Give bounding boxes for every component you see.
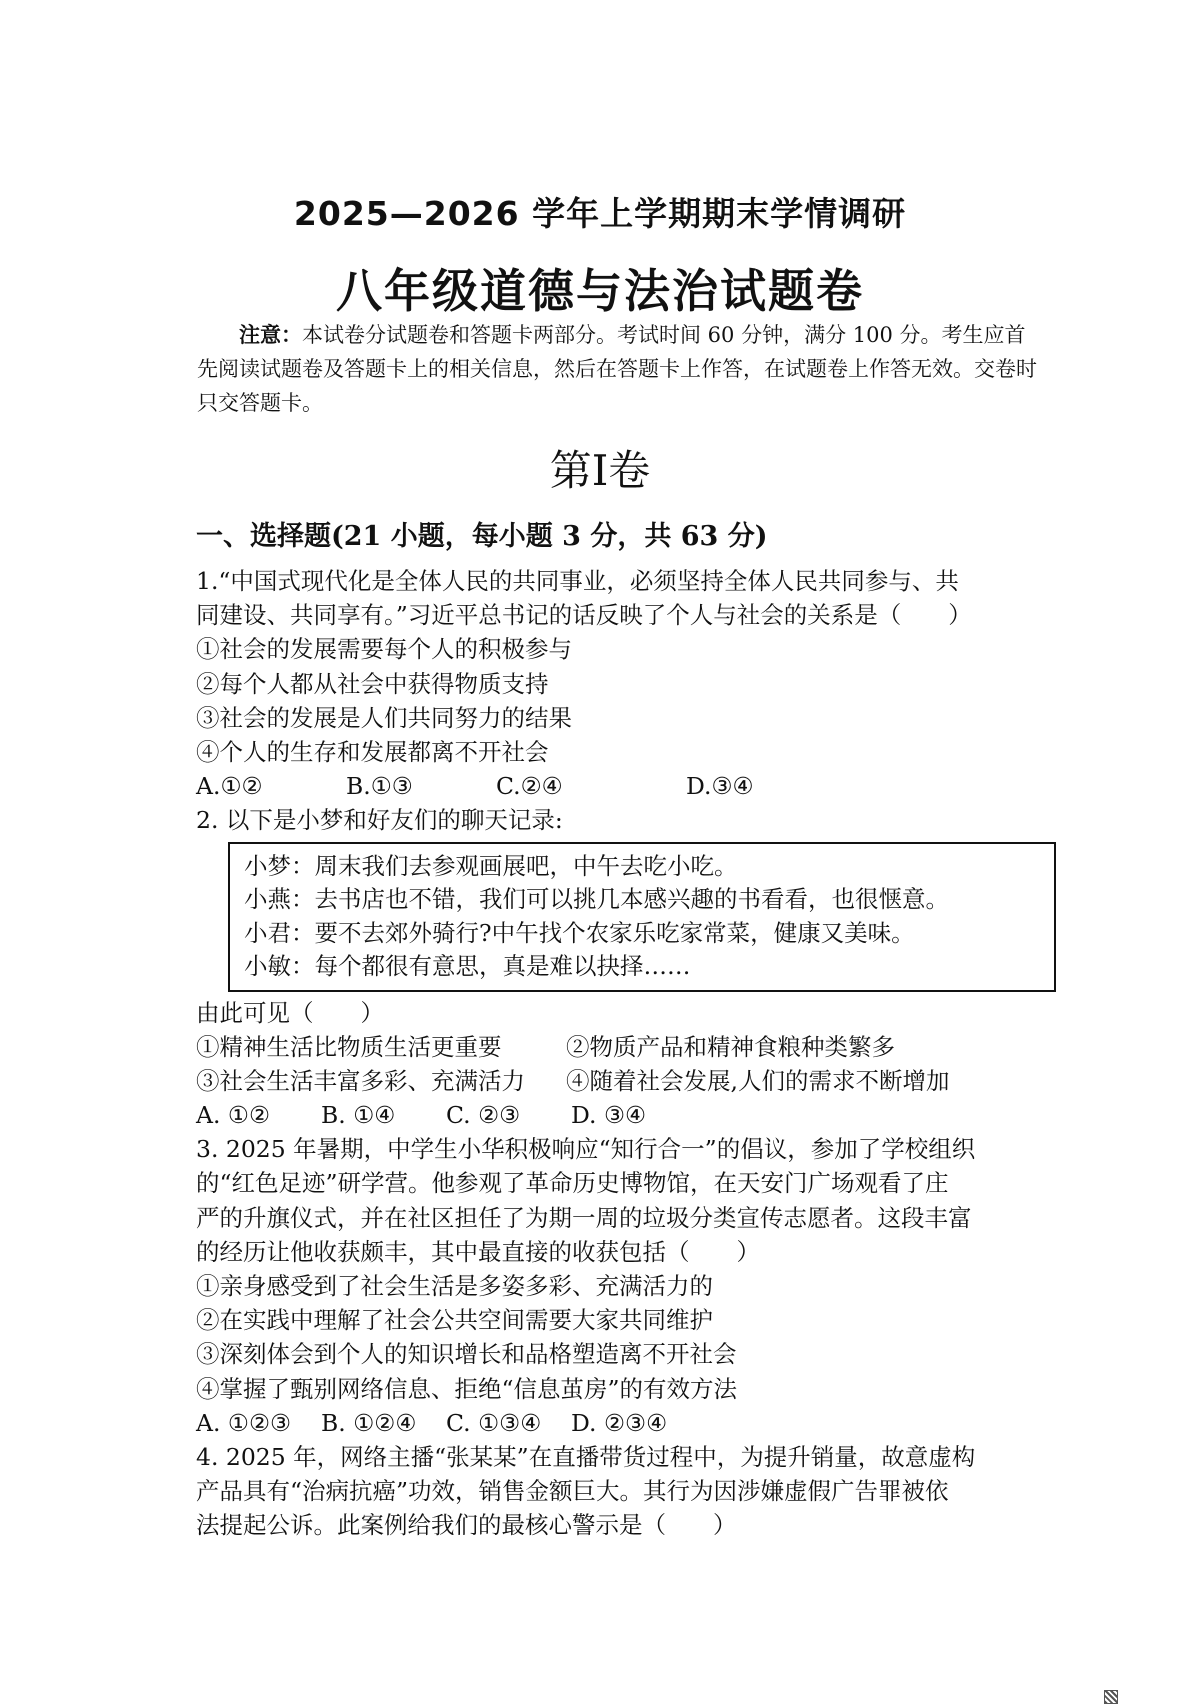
question-stem: 的经历让他收获颇丰，其中最直接的收获包括（ ） (196, 1237, 760, 1266)
answer-options (196, 1406, 1056, 1440)
statement-item: ①亲身感受到了社会生活是多姿多彩、充满活力的 (196, 1272, 713, 1300)
chat-line: 小敏：每个都很有意思，真是难以抉择…… (244, 952, 691, 980)
option-b: B. ①②④ (321, 1408, 417, 1437)
option-b: B. ①④ (321, 1101, 396, 1130)
question-stem: 2. 以下是小梦和好友们的聊天记录: (196, 806, 563, 835)
statement-item: ③社会的发展是人们共同努力的结果 (196, 703, 572, 732)
option-a: A. ①②③ (196, 1408, 292, 1437)
option-d: D. ②③④ (571, 1408, 668, 1437)
statement-item: ③深刻体会到个人的知识增长和品格塑造离不开社会 (196, 1340, 737, 1369)
option-c: C. ①③④ (446, 1408, 542, 1437)
volume-title: 第I卷 (549, 446, 651, 495)
option-c: C. ②③ (446, 1101, 521, 1130)
question-stem: 法提起公诉。此案例给我们的最核心警示是（ ） (196, 1511, 737, 1540)
question-stem: 3. 2025 年暑期，中学生小华积极响应“知行合一”的倡议，参加了学校组织 (196, 1135, 976, 1164)
statement-item: ①社会的发展需要每个人的积极参与 (196, 635, 572, 664)
option-d: D.③④ (686, 772, 754, 801)
notice-paragraph (197, 318, 1042, 420)
chat-line: 小君：要不去郊外骑行?中午找个农家乐吃家常菜，健康又美味。 (244, 918, 915, 947)
exam-subtitle: 2025—2026 学年上学期期末学情调研 (293, 194, 907, 233)
statement-item: ②在实践中理解了社会公共空间需要大家共同维护 (196, 1306, 713, 1335)
option-a: A.①② (196, 772, 263, 801)
question-stem: 产品具有“治病抗癌”功效，销售金额巨大。其行为因涉嫌虚假广告罪被依 (196, 1477, 949, 1506)
question-stem: 严的升旗仪式，并在社区担任了为期一周的垃圾分类宣传志愿者。这段丰富 (196, 1203, 972, 1232)
statement-row (196, 1030, 1056, 1064)
question-prompt: 由此可见（ ） (196, 998, 384, 1027)
statement-row (196, 1064, 1056, 1098)
exam-title: 八年级道德与法治试题卷 (336, 264, 864, 318)
notice-label: 注意： (239, 322, 302, 347)
question-stem: 1.“中国式现代化是全体人民的共同事业，必须坚持全体人民共同参与、共 (196, 567, 959, 595)
notice-text: 本试卷分试题卷和答题卡两部分。考试时间 60 分钟，满分 100 分。考生应首先阅读试题卷及答题卡上的相关信息，然后在答题卡上作答，在试题卷上作答无效。交卷时只交答题卡。 (197, 323, 1037, 415)
questions (196, 564, 1056, 1543)
qr-code-icon (1104, 1690, 1118, 1704)
statement-item: ①精神生活比物质生活更重要 (196, 1032, 502, 1061)
statement-item: ②每个人都从社会中获得物质支持 (196, 669, 549, 698)
question-1 (196, 564, 1056, 803)
question-2 (196, 803, 1056, 1132)
statement-item: ④个人的生存和发展都离不开社会 (196, 737, 549, 766)
statement-item: ③社会生活丰富多彩、充满活力 (196, 1066, 525, 1095)
question-3 (196, 1132, 1056, 1440)
option-d: D. ③④ (571, 1101, 647, 1130)
statement-item: ②物质产品和精神食粮种类繁多 (566, 1032, 895, 1061)
question-4 (196, 1440, 1056, 1543)
chat-line: 小燕：去书店也不错，我们可以挑几本感兴趣的书看看，也很惬意。 (244, 885, 949, 913)
chat-record-box (228, 842, 1056, 992)
statement-item: ④掌握了甄别网络信息、拒绝“信息茧房”的有效方法 (196, 1374, 738, 1403)
option-a: A. ①② (196, 1101, 271, 1130)
section-title: 一、选择题(21 小题，每小题 3 分，共 63 分) (196, 521, 768, 552)
question-stem: 同建设、共同享有。”习近平总书记的话反映了个人与社会的关系是（ ） (196, 601, 972, 630)
answer-options (196, 1098, 1056, 1132)
option-c: C.②④ (496, 772, 563, 801)
option-b: B.①③ (346, 772, 413, 801)
chat-line: 小梦：周末我们去参观画展吧，中午去吃小吃。 (244, 851, 738, 880)
answer-options (196, 769, 1056, 803)
question-stem: 的“红色足迹”研学营。他参观了革命历史博物馆，在天安门广场观看了庄 (196, 1169, 949, 1198)
statement-item: ④随着社会发展,人们的需求不断增加 (566, 1066, 950, 1095)
question-stem: 4. 2025 年，网络主播“张某某”在直播带货过程中，为提升销量，故意虚构 (196, 1442, 976, 1471)
